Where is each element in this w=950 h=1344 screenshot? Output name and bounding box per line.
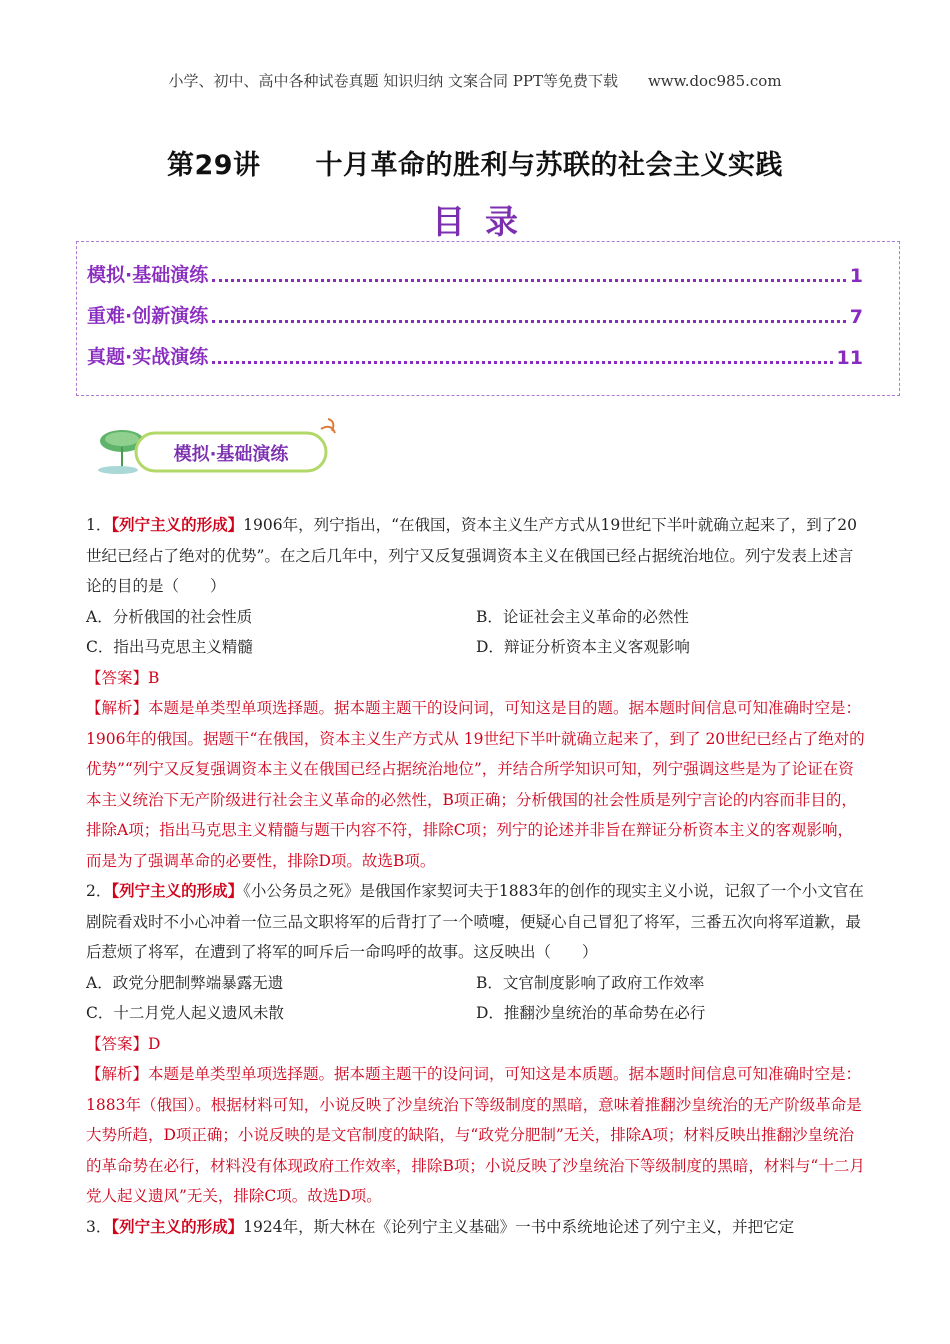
toc-item-page: 1 xyxy=(849,265,863,287)
question-tag: 【列宁主义的形成】 xyxy=(111,882,244,900)
option-d: D．辩证分析资本主义客观影响 xyxy=(476,638,690,656)
toc-item-label: 重难·创新演练 xyxy=(87,305,209,327)
toc-leader-dots xyxy=(212,320,846,323)
question-stem: 2．【列宁主义的形成】《小公务员之死》是俄国作家契诃夫于1883年的创作的现实主义小说，记叙了一个小文官在剧院看戏时不小心冲着一位三品文职将军的后背打了一个喷嚏，便疑心自己冒犯了将军，三番五次向将军道歉，最后惹烦了将军，在遭到了将军的呵斥后一命呜呼的故事。这反映出（ ） xyxy=(86,882,864,961)
option-c: C．指出马克思主义精髓 xyxy=(86,638,253,656)
toc-heading: 目录 xyxy=(432,202,538,241)
toc-leader-dots xyxy=(212,279,846,282)
table-of-contents xyxy=(76,241,900,396)
option-a: A．政党分肥制弊端暴露无遗 xyxy=(86,973,284,992)
question-list xyxy=(86,510,866,1242)
toc-item-basic[interactable] xyxy=(87,260,863,287)
option-b: B．论证社会主义革命的必然性 xyxy=(476,607,689,626)
question-stem: 1．【列宁主义的形成】1906年，列宁指出，“在俄国，资本主义生产方式从19世纪下半叶就确立起来了，到了20世纪已经占了绝对的优势”。在之后几年中，列宁又反复强调资本主义在俄国已经占据统治地位。列宁发表上述言论的目的是（ ） xyxy=(86,516,857,595)
section-badge xyxy=(96,417,346,479)
toc-item-label: 模拟·基础演练 xyxy=(87,264,209,286)
page-header: 小学、初中、高中各种试卷真题 知识归纳 文案合同 PPT等免费下载 www.doc985.com xyxy=(168,72,782,90)
page-title: 第29讲 十月革命的胜利与苏联的社会主义实践 xyxy=(166,150,784,181)
option-c: C．十二月党人起义遗风未散 xyxy=(86,1004,284,1022)
analysis: 【解析】本题是单类型单项选择题。据本题主题干的设问词，可知这是本质题。据本题时间信息可知准确时空是：1883年（俄国）。根据材料可知，小说反映了沙皇统治下等级制度的黑暗，意味着推翻沙皇统治的无产阶级革命是大势所趋，D项正确；小说反映的是文官制度的缺陷，与“政党分肥制”无关，排除A项；材料反映出推翻沙皇统治的革命势在必行，材料没有体现政府工作效率，排除B项；小说反映了沙皇统治下等级制度的黑暗，材料与“十二月党人起义遗风”无关，排除C项。故选D项。 xyxy=(86,1065,865,1205)
answer: 【答案】D xyxy=(86,1034,161,1053)
section-badge-label: 模拟·基础演练 xyxy=(173,444,289,465)
question-tag: 【列宁主义的形成】 xyxy=(111,1217,244,1236)
analysis: 【解析】本题是单类型单项选择题。据本题主题干的设问词，可知这是目的题。据本题时间信息可知准确时空是：1906年的俄国。据题干“在俄国，资本主义生产方式从 19世纪下半叶就确立起来了，到了 20世纪已经占了绝对的优势”“列宁又反复强调资本主义在俄国已经占据统治地位”，并结合所学知识可知，列宁强调这些是为了论证在资本主义统治下无产阶级进行社会主义革命的必然性，B项正确；分析俄国的社会性质是列宁言论的内容而非目的，排除A项；指出马克思主义精髓与题干内容不符，排除C项；列宁的论述并非旨在辩证分析资本主义的客观影响，而是为了强调革命的必要性，排除D项。故选B项。 xyxy=(86,699,865,870)
toc-item-innovation[interactable] xyxy=(87,301,863,328)
option-d: D．推翻沙皇统治的革命势在必行 xyxy=(476,1004,706,1022)
toc-item-page: 7 xyxy=(849,306,863,328)
lotus-leaf-icon xyxy=(96,417,346,479)
answer: 【答案】B xyxy=(86,668,160,687)
toc-item-label: 真题·实战演练 xyxy=(87,346,209,368)
options-grid xyxy=(86,968,866,1029)
toc-leader-dots xyxy=(212,361,832,364)
toc-item-page: 11 xyxy=(836,347,863,369)
options-grid xyxy=(86,602,866,663)
question-stem: 3．【列宁主义的形成】1924年，斯大林在《论列宁主义基础》一书中系统地论述了列宁主义，并把它定 xyxy=(86,1217,795,1236)
toc-item-real-exam[interactable] xyxy=(87,342,863,369)
option-b: B．文官制度影响了政府工作效率 xyxy=(476,973,705,992)
question-tag: 【列宁主义的形成】 xyxy=(111,516,244,534)
option-a: A．分析俄国的社会性质 xyxy=(86,607,253,626)
